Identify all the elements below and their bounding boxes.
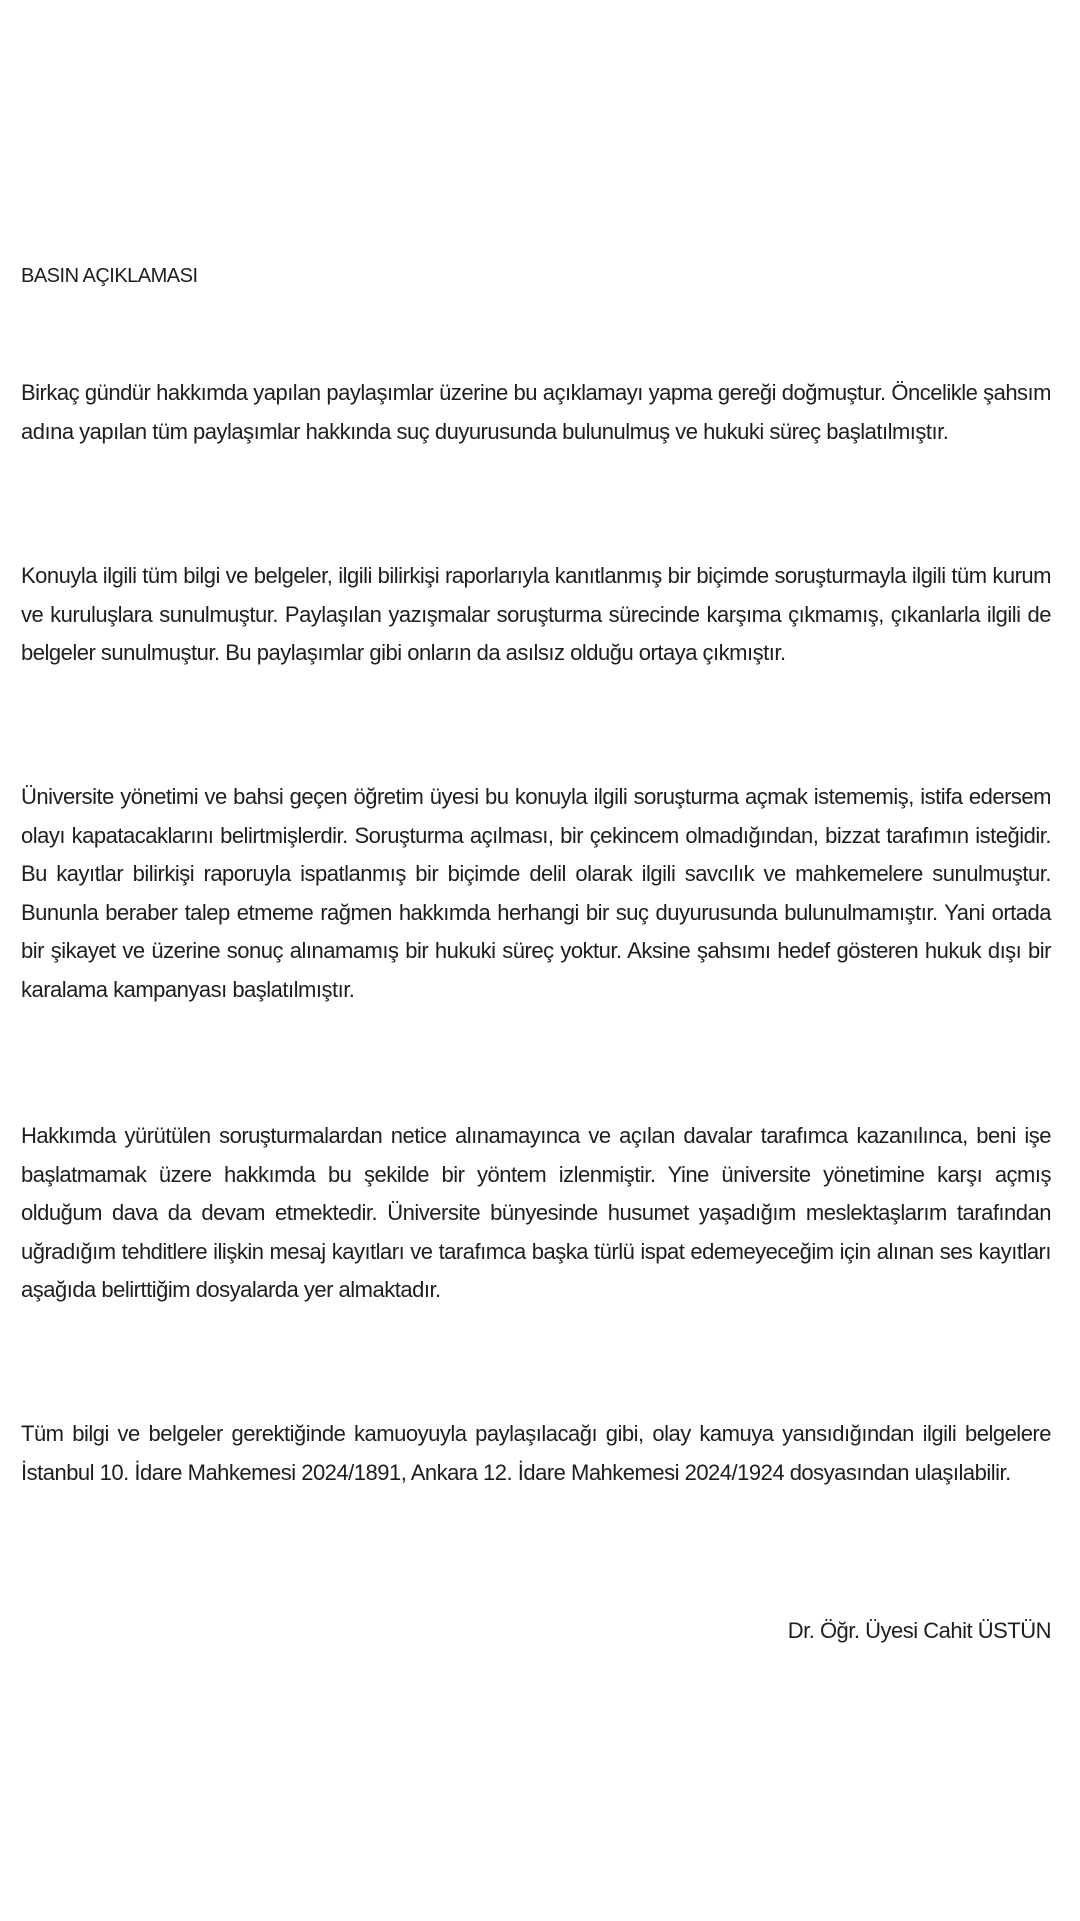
paragraph-1: Birkaç gündür hakkımda yapılan paylaşımlar üzerine bu açıklamayı yapma gereği doğmuştur. Öncelikle şahsım adına yapılan tüm paylaşımlar hakkında suç duyurusunda bulunulmuş ve hukuki süreç başlatılmıştır. xyxy=(21,380,1051,444)
paragraph-2: Konuyla ilgili tüm bilgi ve belgeler, ilgili bilirkişi raporlarıyla kanıtlanmış bir biçimde soruşturmayla ilgili tüm kurum ve kuruluşlara sunulmuştur. Paylaşılan yazışmalar soruşturma sürecinde karşıma çıkmamış, çıkanlarla ilgili de belgeler sunulmuştur. Bu paylaşımlar gibi onların da asılsız olduğu ortaya çıkmıştır. xyxy=(21,563,1051,665)
signature: Dr. Öğr. Üyesi Cahit ÜSTÜN xyxy=(787,1618,1051,1643)
paragraph-5: Tüm bilgi ve belgeler gerektiğinde kamuoyuyla paylaşılacağı gibi, olay kamuya yansıdığından ilgili belgelere İstanbul 10. İdare Mahkemesi 2024/1891, Ankara 12. İdare Mahkemesi 2024/1924 dosyasından ulaşılabilir. xyxy=(21,1421,1051,1485)
paragraph-4: Hakkımda yürütülen soruşturmalardan netice alınamayınca ve açılan davalar tarafımca kazanılınca, beni işe başlatmamak üzere hakkımda bu şekilde bir yöntem izlenmiştir. Yine üniversite yönetimine karşı açmış olduğum dava da devam etmektedir. Üniversite bünyesinde husumet yaşadığım meslektaşlarım tarafından uğradığım tehditlere ilişkin mesaj kayıtları ve tarafımca başka türlü ispat edemeyeceğim için alınan ses kayıtları aşağıda belirttiğim dosyalarda yer almaktadır. xyxy=(21,1123,1051,1302)
paragraph-3: Üniversite yönetimi ve bahsi geçen öğretim üyesi bu konuyla ilgili soruşturma açmak istememiş, istifa edersem olayı kapatacaklarını belirtmişlerdir. Soruşturma açılması, bir çekincem olmadığından, bizzat tarafımın isteğidir. Bu kayıtlar bilirkişi raporuyla ispatlanmış bir biçimde delil olarak ilgili savcılık ve mahkemelere sunulmuştur. Bununla beraber talep etmeme rağmen hakkımda herhangi bir suç duyurusunda bulunulmamıştır. Yani ortada bir şikayet ve üzerine sonuç alınamamış bir hukuki süreç yoktur. Aksine şahsımı hedef gösteren hukuk dışı bir karalama kampanyası başlatılmıştır. xyxy=(21,784,1051,1002)
document-title: BASIN AÇIKLAMASI xyxy=(21,265,198,287)
